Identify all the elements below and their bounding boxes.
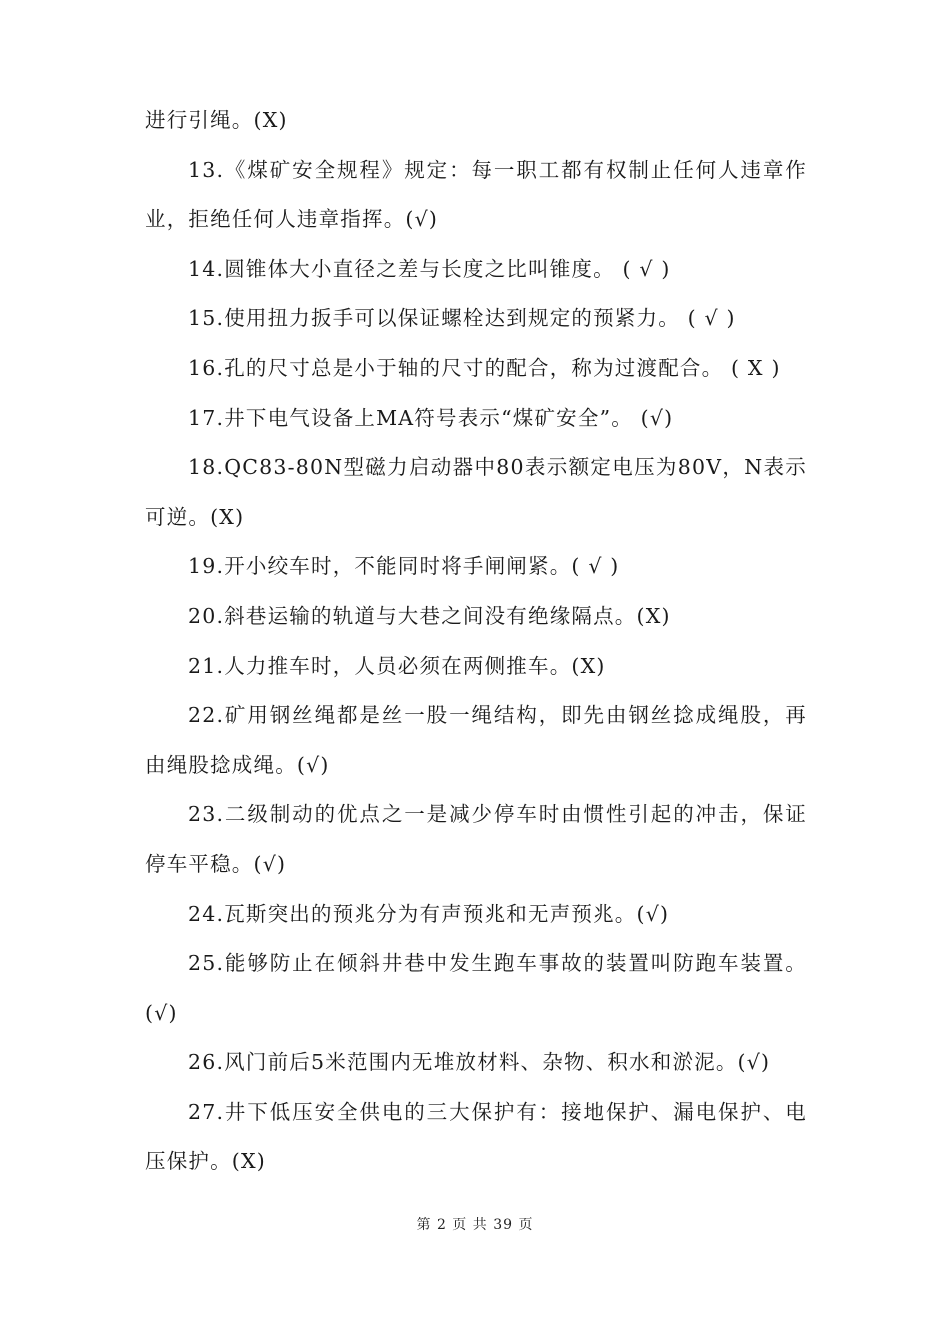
question-23: 23.二级制动的优点之一是减少停车时由惯性引起的冲击，保证停车平稳。(√) [145, 802, 807, 876]
question-20: 20.斜巷运输的轨道与大巷之间没有绝缘隔点。(X) [188, 603, 671, 628]
question-13: 13.《煤矿安全规程》规定：每一职工都有权制止任何人违章作业，拒绝任何人违章指挥。(√) [145, 157, 807, 232]
question-15: 15.使用扭力扳手可以保证螺栓达到规定的预紧力。 ( √ ) [188, 306, 736, 331]
document-body [145, 96, 807, 1187]
question-26: 26.风门前后5米范围内无堆放材料、杂物、积水和淤泥。(√) [188, 1050, 771, 1075]
question-19: 19.开小绞车时，不能同时将手闸闸紧。( √ ) [188, 554, 620, 579]
question-17: 17.井下电气设备上MA符号表示“煤矿安全”。 (√) [188, 405, 674, 430]
question-18: 18.QC83-80N型磁力启动器中80表示额定电压为80V，N表示可逆。(X) [145, 455, 807, 529]
paragraph: 进行引绳。(X) [145, 108, 288, 132]
question-25: 25.能够防止在倾斜井巷中发生跑车事故的装置叫防跑车装置。(√) [145, 951, 807, 1025]
question-14: 14.圆锥体大小直径之差与长度之比叫锥度。 ( √ ) [188, 256, 671, 281]
question-22: 22.矿用钢丝绳都是丝一股一绳结构，即先由钢丝捻成绳股，再由绳股捻成绳。(√) [145, 703, 807, 777]
question-21: 21.人力推车时，人员必须在两侧推车。(X) [188, 653, 606, 678]
question-27: 27.井下低压安全供电的三大保护有：接地保护、漏电保护、电压保护。(X) [145, 1099, 807, 1174]
question-16: 16.孔的尺寸总是小于轴的尺寸的配合，称为过渡配合。 ( X ) [188, 355, 781, 380]
question-24: 24.瓦斯突出的预兆分为有声预兆和无声预兆。(√) [188, 901, 670, 926]
page-footer: 第 2 页 共 39 页 [416, 1217, 534, 1233]
